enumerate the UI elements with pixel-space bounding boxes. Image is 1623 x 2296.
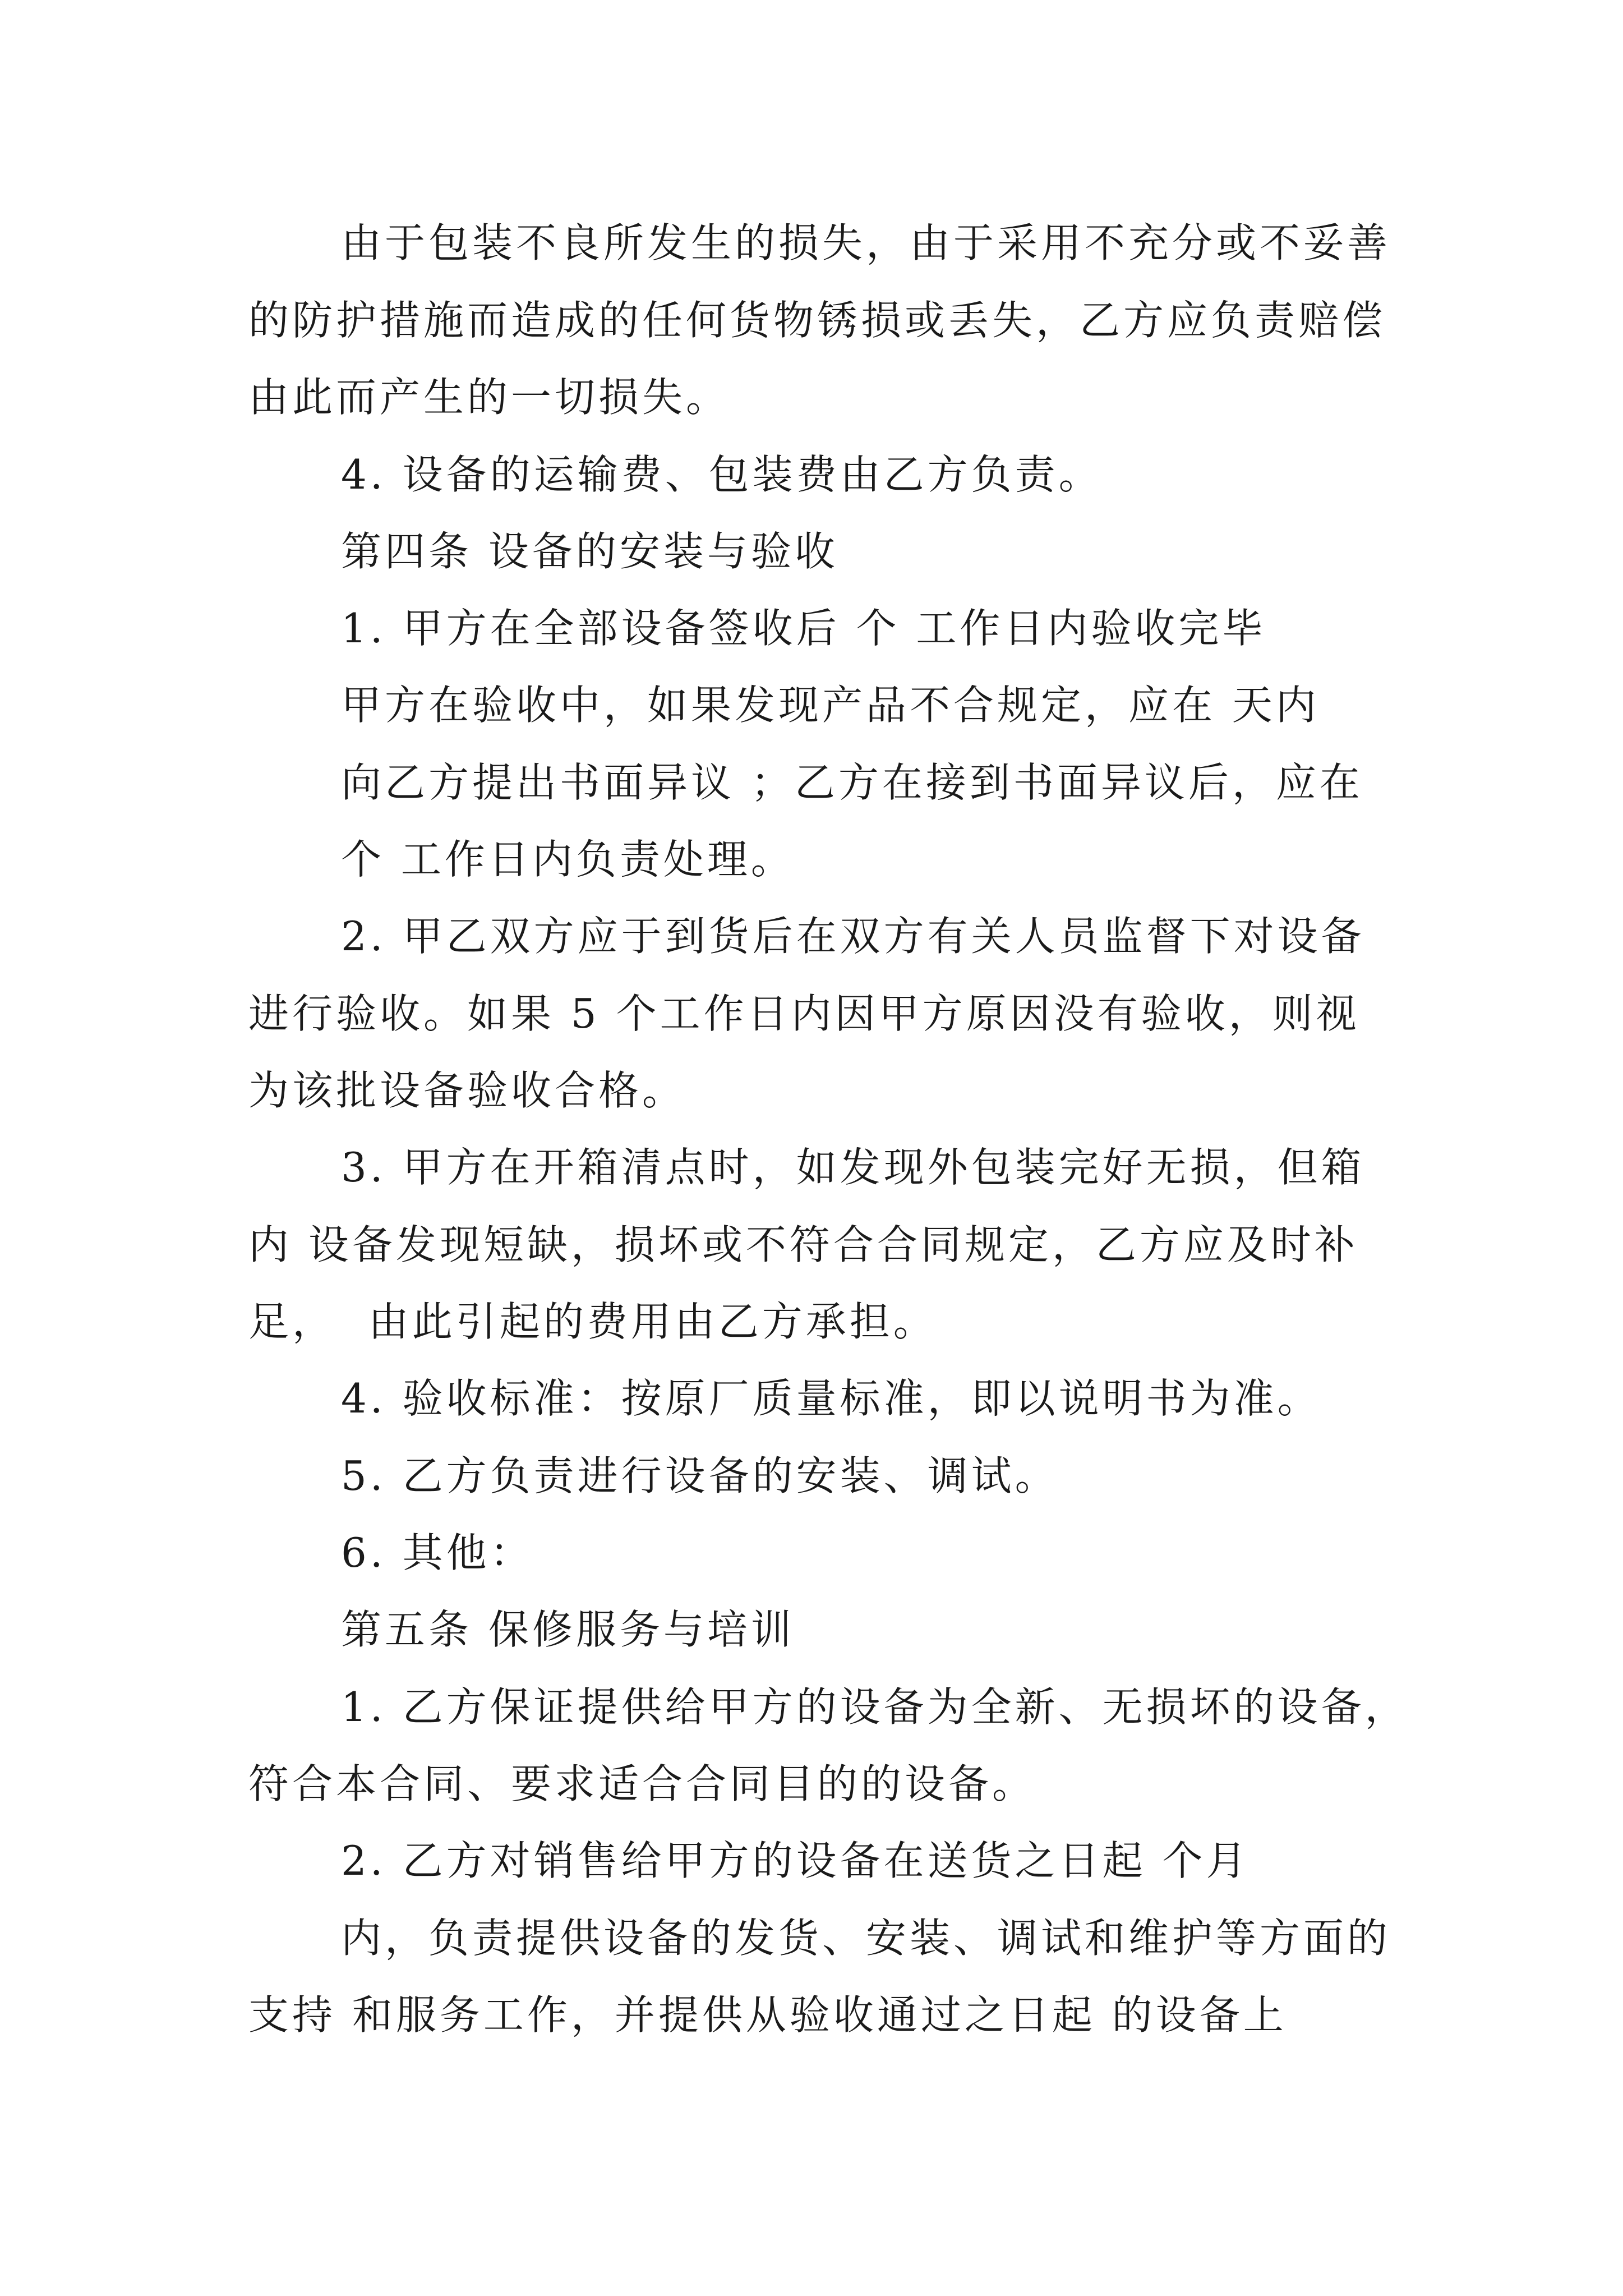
text-line: 支持 和服务工作，并提供从验收通过之日起 的设备上 (248, 1991, 1287, 2039)
text-line: 内 设备发现短缺，损坏或不符合合同规定，乙方应及时补 (248, 1221, 1358, 1268)
text-line: 6. 其他： (341, 1529, 534, 1576)
text-line: 4. 验收标准：按原厂质量标准，即以说明书为准。 (341, 1375, 1321, 1422)
text-line: 为该批设备验收合格。 (248, 1067, 686, 1114)
text-line: 进行验收。如果 5 个工作日内因甲方原因没有验收，则视 (248, 990, 1360, 1037)
text-line: 2. 甲乙双方应于到货后在双方有关人员监督下对设备 (341, 913, 1365, 960)
text-line: 3. 甲方在开箱清点时，如发现外包装完好无损，但箱 (341, 1144, 1365, 1191)
text-line: 4. 设备的运输费、包装费由乙方负责。 (341, 451, 1103, 498)
text-line: 足， 由此引起的费用由乙方承担。 (248, 1298, 937, 1345)
text-line: 符合本合同、要求适合合同目的的设备。 (248, 1760, 1036, 1807)
text-line: 甲方在验收中，如果发现产品不合规定，应在 天内 (341, 682, 1320, 729)
section-heading: 第五条 保修服务与培训 (341, 1606, 795, 1653)
text-line: 由此而产生的一切损失。 (248, 374, 730, 421)
text-line: 1. 乙方保证提供给甲方的设备为全新、无损坏的设备， (341, 1683, 1409, 1731)
text-line: 5. 乙方负责进行设备的安装、调试。 (341, 1452, 1059, 1499)
text-line: 2. 乙方对销售给甲方的设备在送货之日起 个月 (341, 1837, 1250, 1884)
text-line: 的防护措施而造成的任何货物锈损或丢失，乙方应负责赔偿 (248, 297, 1386, 344)
text-line: 内，负责提供设备的发货、安装、调试和维护等方面的 (341, 1915, 1391, 1962)
text-line: 1. 甲方在全部设备签收后 个 工作日内验收完毕 (341, 605, 1266, 652)
text-line: 个 工作日内负责处理。 (341, 836, 795, 883)
text-line: 由于包装不良所发生的损失，由于采用不充分或不妥善 (341, 219, 1391, 266)
section-heading: 第四条 设备的安装与验收 (341, 528, 838, 575)
text-line: 向乙方提出书面异议 ；乙方在接到书面异议后，应在 (341, 759, 1363, 806)
